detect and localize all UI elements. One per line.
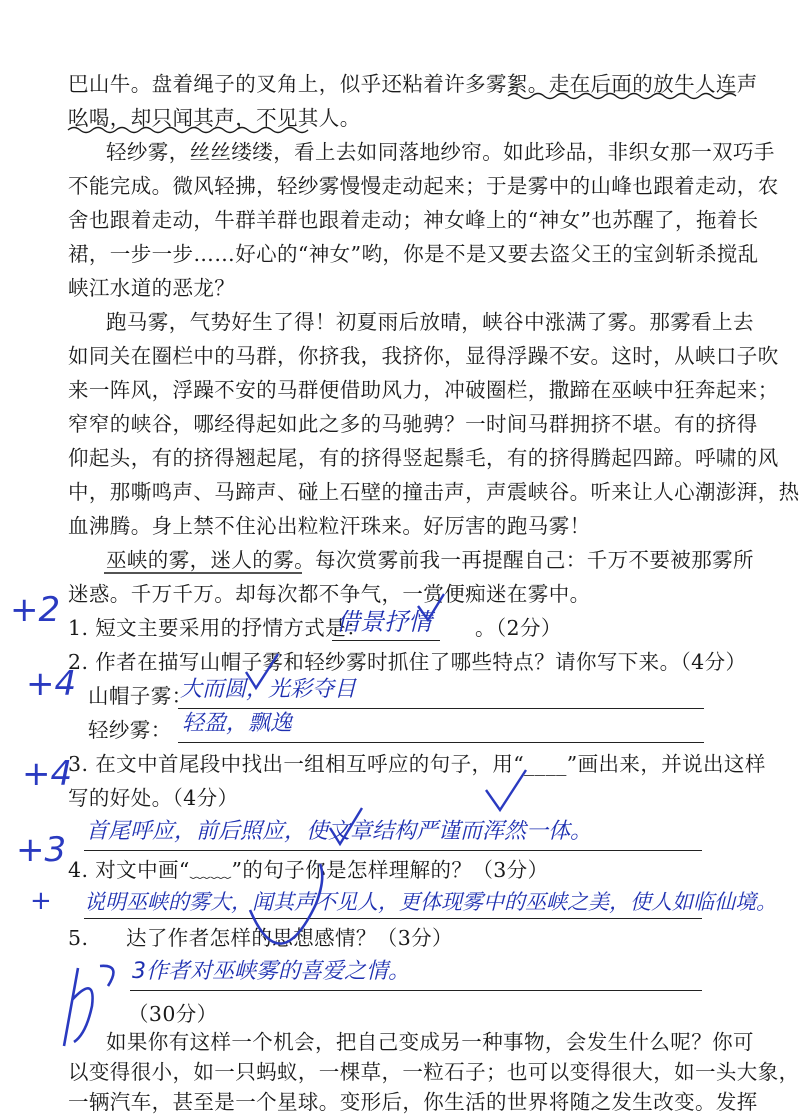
answer-3-line [84,850,702,851]
grade-mark-4: +3 [16,830,67,870]
question-2-label-b: 轻纱雾： [88,718,172,742]
passage-line-14: 血沸腾。身上禁不住沁出粒粒汗珠来。好厉害的跑马雾！ [68,514,591,538]
grade-mark-2: +4 [26,664,77,704]
answer-5: 3作者对巫峡雾的喜爱之情。 [132,959,410,984]
question-5-number: 5. [68,926,89,950]
passage-line-3: 轻纱雾，丝丝缕缕，看上去如同落地纱帘。如此珍品，非织女那一双巧手 [106,140,775,164]
answer-2b: 轻盈，飘逸 [182,711,293,736]
question-5: 达了作者怎样的思想感情？（3分） [126,926,453,950]
composition-line-1: 如果你有这样一个机会，把自己变成另一种事物，会发生什么呢？你可 [106,1030,754,1054]
grade-mark-3: +4 [22,754,73,794]
passage-line-1: 巴山牛。盘着绳子的叉角上，似乎还粘着许多雾絮。走在后面的放牛人连声 [68,72,758,96]
answer-4: 说明巫峡的雾大，闻其声不见人，更体现雾中的巫峡之美，使人如临仙境。 [84,890,777,914]
passage-line-11: 窄窄的峡谷，哪经得起如此之多的马驰骋？一时间马群拥挤不堪。有的挤得 [68,412,758,436]
passage-line-15: 巫峡的雾，迷人的雾。每次赏雾前我一再提醒自己：千万不要被那雾所 [106,548,754,572]
answer-5-line [130,990,702,991]
passage-line-13: 中，那嘶鸣声、马蹄声、碰上石壁的撞击声，声震峡谷。听来让人心潮澎湃，热 [68,480,800,504]
answer-2a-line [178,708,704,709]
grade-mark-1: +2 [10,590,61,630]
passage-line-2: 吆喝，却只闻其声，不见其人。 [68,106,361,130]
passage-line-6: 裙，一步一步……好心的“神女”哟，你是不是又要去盗父王的宝剑斩杀搅乱 [68,242,759,266]
passage-line-7: 峡江水道的恶龙？ [68,276,236,300]
answer-2b-line [178,742,704,743]
passage-line-12: 仰起头，有的挤得翘起尾，有的挤得竖起鬃毛，有的挤得腾起四蹄。呼啸的风 [68,446,779,470]
passage-line-16: 迷惑。千万千万。却每次都不争气，一赏便痴迷在雾中。 [68,582,591,606]
answer-1: 借景抒情 [336,608,432,636]
passage-line-10: 来一阵风，浮躁不安的马群便借助风力，冲破圈栏，撒蹄在巫峡中狂奔起来； [68,378,779,402]
passage-line-4: 不能完成。微风轻拂，轻纱雾慢慢走动起来；于是雾中的山峰也跟着走动，农 [68,174,779,198]
answer-3: 首尾呼应，前后照应，使文章结构严谨而浑然一体。 [86,819,593,844]
question-1-score: 。（2分） [474,616,562,640]
composition-line-2: 以变得很小，如一只蚂蚁，一棵草，一粒石子；也可以变得很大，如一头大象， [68,1060,800,1084]
question-1-text: 1. 短文主要采用的抒情方式是： [68,616,367,640]
question-2: 2. 作者在描写山帽子雾和轻纱雾时抓住了哪些特点？请你写下来。（4分） [68,650,747,674]
answer-4-line [84,918,702,919]
grade-mark-5: + [30,886,52,916]
passage-line-5: 舍也跟着走动，牛群羊群也跟着走动；神女峰上的“神女”也苏醒了，拖着长 [68,208,759,232]
question-2-label-a: 山帽子雾： [88,684,193,708]
passage-line-8: 跑马雾，气势好生了得！初夏雨后放晴，峡谷中涨满了雾。那雾看上去 [106,310,754,334]
composition-line-3: 一辆汽车，甚至是一个星球。变形后，你生活的世界将随之发生改变。发挥 [68,1090,758,1114]
question-4: 4. 对文中画“﹏﹏”的句子你是怎样理解的？（3分） [68,858,549,882]
question-3-line-2: 写的好处。（4分） [68,786,239,810]
question-3-line-1: 3. 在文中首尾段中找出一组相互呼应的句子，用“____”画出来，并说出这样 [68,752,766,776]
answer-2a: 大而圆，光彩夺目 [180,677,357,702]
passage-line-9: 如同关在圈栏中的马群，你挤我，我挤你，显得浮躁不安。这时，从峡口子吹 [68,344,779,368]
answer-1-line [332,640,440,641]
composition-score: （30分） [128,1002,218,1026]
